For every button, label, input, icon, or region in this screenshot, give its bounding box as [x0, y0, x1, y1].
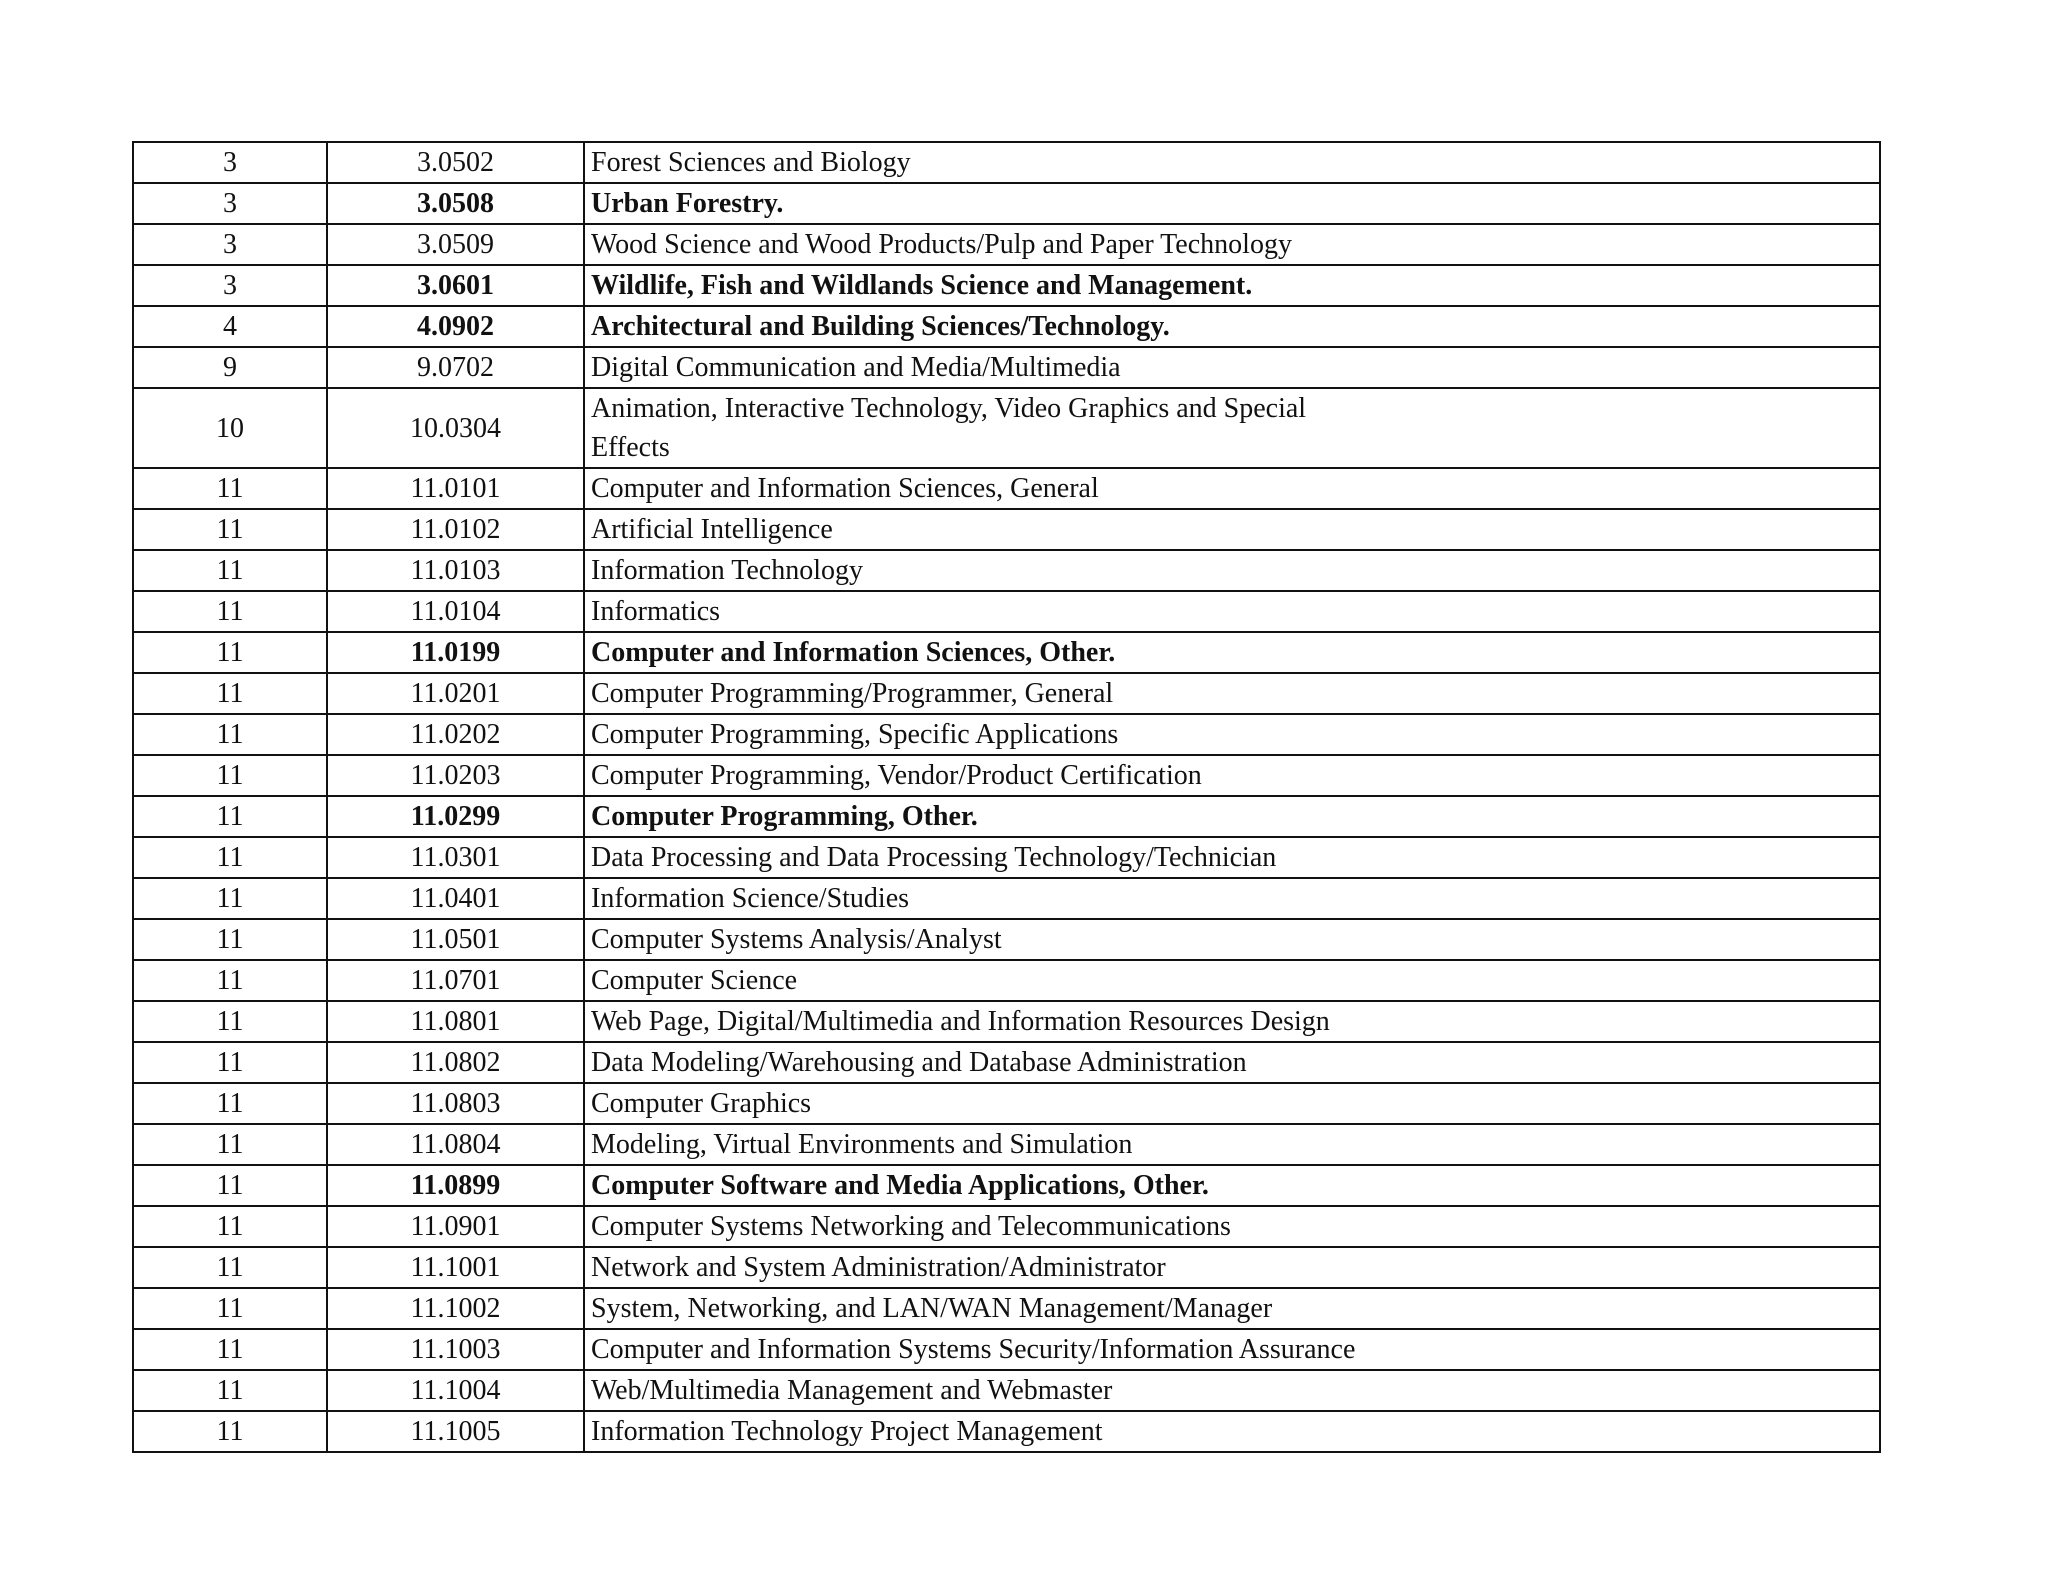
program-title-cell: Data Modeling/Warehousing and Database Administration [584, 1042, 1880, 1083]
program-title-cell: Urban Forestry. [584, 183, 1880, 224]
family-cell: 11 [133, 1124, 327, 1165]
table-row [133, 388, 1880, 468]
table-row [133, 1206, 1880, 1247]
cip-code-cell: 11.0101 [327, 468, 584, 509]
table-row [133, 306, 1880, 347]
program-title-cell: Computer Graphics [584, 1083, 1880, 1124]
program-title-line: Effects [591, 432, 670, 463]
cip-code-cell: 11.0104 [327, 591, 584, 632]
program-title-cell: Information Science/Studies [584, 878, 1880, 919]
family-cell: 10 [133, 388, 327, 468]
cip-code-cell: 11.0801 [327, 1001, 584, 1042]
family-cell: 11 [133, 1329, 327, 1370]
cip-code-cell: 11.1001 [327, 1247, 584, 1288]
cip-code-cell: 11.1003 [327, 1329, 584, 1370]
program-title-cell: System, Networking, and LAN/WAN Management/Manager [584, 1288, 1880, 1329]
program-title-cell: Wood Science and Wood Products/Pulp and Paper Technology [584, 224, 1880, 265]
table-row [133, 755, 1880, 796]
program-title-cell: Network and System Administration/Administrator [584, 1247, 1880, 1288]
program-title-cell: Computer and Information Sciences, General [584, 468, 1880, 509]
cip-code-cell: 11.0203 [327, 755, 584, 796]
cip-code-cell: 3.0508 [327, 183, 584, 224]
family-cell: 11 [133, 1288, 327, 1329]
table-row [133, 1083, 1880, 1124]
cip-code-cell: 11.0803 [327, 1083, 584, 1124]
family-cell: 11 [133, 796, 327, 837]
cip-code-cell: 11.0802 [327, 1042, 584, 1083]
table-row [133, 1411, 1880, 1452]
program-title-cell: Computer and Information Systems Security/Information Assurance [584, 1329, 1880, 1370]
family-cell: 11 [133, 1370, 327, 1411]
family-cell: 3 [133, 224, 327, 265]
cip-code-cell: 11.0102 [327, 509, 584, 550]
program-title-cell: Artificial Intelligence [584, 509, 1880, 550]
family-cell: 11 [133, 632, 327, 673]
table-row [133, 509, 1880, 550]
family-cell: 11 [133, 1247, 327, 1288]
cip-code-cell: 11.0202 [327, 714, 584, 755]
cip-code-cell: 11.0301 [327, 837, 584, 878]
table-row [133, 142, 1880, 183]
program-title-cell: Architectural and Building Sciences/Technology. [584, 306, 1880, 347]
table-row [133, 347, 1880, 388]
family-cell: 11 [133, 1001, 327, 1042]
family-cell: 3 [133, 265, 327, 306]
cip-code-cell: 10.0304 [327, 388, 584, 468]
cip-code-cell: 3.0601 [327, 265, 584, 306]
program-title-cell: Computer Systems Analysis/Analyst [584, 919, 1880, 960]
family-cell: 11 [133, 1206, 327, 1247]
table-row [133, 837, 1880, 878]
family-cell: 11 [133, 919, 327, 960]
family-cell: 11 [133, 550, 327, 591]
family-cell: 11 [133, 1165, 327, 1206]
cip-code-table [132, 141, 1881, 1453]
table-row [133, 550, 1880, 591]
cip-code-cell: 11.0299 [327, 796, 584, 837]
cip-code-cell: 11.0804 [327, 1124, 584, 1165]
family-cell: 11 [133, 1042, 327, 1083]
cip-code-cell: 11.1002 [327, 1288, 584, 1329]
cip-code-cell: 3.0509 [327, 224, 584, 265]
program-title-cell: Computer Software and Media Applications, Other. [584, 1165, 1880, 1206]
cip-code-cell: 11.0901 [327, 1206, 584, 1247]
table-row [133, 265, 1880, 306]
cip-code-cell: 11.0103 [327, 550, 584, 591]
cip-code-cell: 11.0701 [327, 960, 584, 1001]
program-title-cell: Wildlife, Fish and Wildlands Science and Management. [584, 265, 1880, 306]
program-title-cell: Digital Communication and Media/Multimedia [584, 347, 1880, 388]
program-title-line: Animation, Interactive Technology, Video Graphics and Special [591, 393, 1307, 424]
program-title-cell: Modeling, Virtual Environments and Simulation [584, 1124, 1880, 1165]
table-row [133, 1165, 1880, 1206]
table-row [133, 1370, 1880, 1411]
program-title-cell: Computer Programming, Other. [584, 796, 1880, 837]
program-title-cell: Forest Sciences and Biology [584, 142, 1880, 183]
program-title-cell: Web Page, Digital/Multimedia and Information Resources Design [584, 1001, 1880, 1042]
family-cell: 3 [133, 142, 327, 183]
program-title-cell: Computer Programming/Programmer, General [584, 673, 1880, 714]
family-cell: 11 [133, 755, 327, 796]
program-title-cell: Computer Systems Networking and Telecommunications [584, 1206, 1880, 1247]
program-title-cell: Computer Science [584, 960, 1880, 1001]
cip-code-cell: 11.0899 [327, 1165, 584, 1206]
table-row [133, 673, 1880, 714]
table-row [133, 960, 1880, 1001]
table-row [133, 1124, 1880, 1165]
table-row [133, 919, 1880, 960]
table-row [133, 1042, 1880, 1083]
program-title-cell: Information Technology [584, 550, 1880, 591]
cip-code-cell: 11.0201 [327, 673, 584, 714]
family-cell: 11 [133, 673, 327, 714]
family-cell: 11 [133, 714, 327, 755]
family-cell: 11 [133, 468, 327, 509]
cip-code-cell: 11.1004 [327, 1370, 584, 1411]
cip-code-cell: 11.0401 [327, 878, 584, 919]
family-cell: 3 [133, 183, 327, 224]
cip-code-cell: 4.0902 [327, 306, 584, 347]
family-cell: 11 [133, 1083, 327, 1124]
family-cell: 11 [133, 837, 327, 878]
table-row [133, 591, 1880, 632]
program-title-cell [584, 388, 1880, 468]
table-row [133, 183, 1880, 224]
family-cell: 9 [133, 347, 327, 388]
table-row [133, 632, 1880, 673]
family-cell: 11 [133, 591, 327, 632]
program-title-cell: Information Technology Project Management [584, 1411, 1880, 1452]
table-row [133, 1001, 1880, 1042]
program-title-cell: Computer Programming, Vendor/Product Certification [584, 755, 1880, 796]
family-cell: 11 [133, 509, 327, 550]
family-cell: 11 [133, 960, 327, 1001]
table-body [133, 142, 1880, 1452]
program-title-cell: Data Processing and Data Processing Technology/Technician [584, 837, 1880, 878]
program-title-cell: Informatics [584, 591, 1880, 632]
table-row [133, 468, 1880, 509]
table-row [133, 1247, 1880, 1288]
family-cell: 11 [133, 1411, 327, 1452]
family-cell: 11 [133, 878, 327, 919]
program-title-cell: Web/Multimedia Management and Webmaster [584, 1370, 1880, 1411]
table-row [133, 796, 1880, 837]
cip-code-cell: 11.1005 [327, 1411, 584, 1452]
cip-code-cell: 3.0502 [327, 142, 584, 183]
table-row [133, 714, 1880, 755]
table-row [133, 224, 1880, 265]
table-row [133, 1329, 1880, 1370]
table-row [133, 878, 1880, 919]
program-title-cell: Computer and Information Sciences, Other. [584, 632, 1880, 673]
cip-code-cell: 9.0702 [327, 347, 584, 388]
cip-code-cell: 11.0199 [327, 632, 584, 673]
table-row [133, 1288, 1880, 1329]
family-cell: 4 [133, 306, 327, 347]
program-title-cell: Computer Programming, Specific Applications [584, 714, 1880, 755]
cip-code-cell: 11.0501 [327, 919, 584, 960]
